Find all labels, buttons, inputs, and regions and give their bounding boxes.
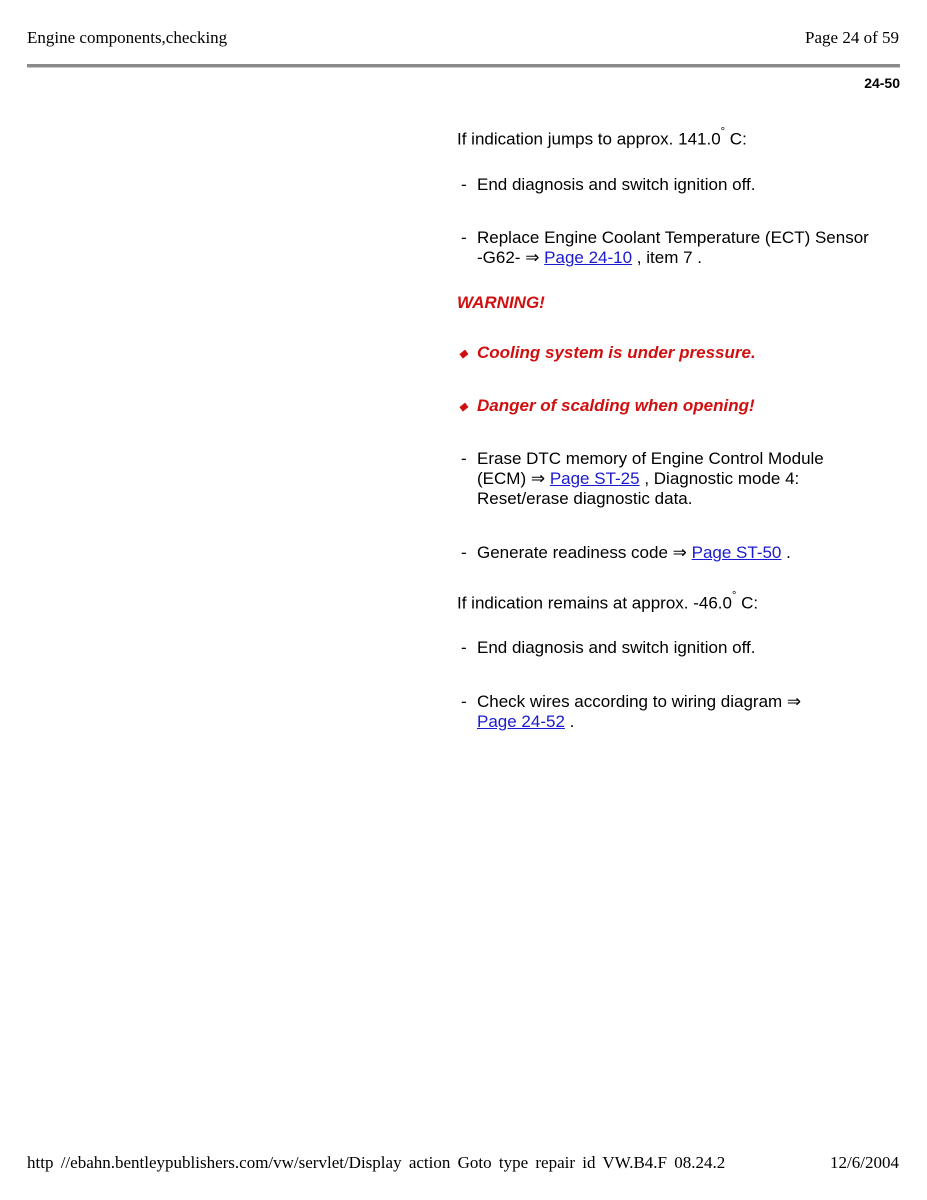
step-check-wires (461, 692, 871, 732)
arrow-icon: ⇒ (786, 692, 802, 711)
step-text: Check wires according to wiring diagram ⇒ Page 24-52 . (477, 692, 802, 731)
arrow-icon: ⇒ (525, 248, 540, 267)
condition-unit: C: (736, 593, 759, 613)
footer-url: http //ebahn.bentleypublishers.com/vw/servlet/Display action Goto type repair id VW.B4.F 08.24.2 (27, 1153, 726, 1172)
header-divider (27, 64, 900, 68)
footer-date: 12/6/2004 (830, 1153, 899, 1172)
warning-bullet-pressure (459, 343, 869, 363)
step-replace-sensor (461, 228, 871, 268)
step-erase-dtc (461, 449, 871, 509)
step-dash: - (461, 692, 467, 711)
step-text: End diagnosis and switch ignition off. (477, 638, 756, 657)
warning-title: WARNING! (457, 293, 545, 312)
document-title: Engine components,checking (27, 28, 228, 47)
condition-text: If indication jumps to approx. 141.0 (457, 129, 721, 149)
page-indicator: Page 24 of 59 (805, 28, 899, 47)
link-page-24-52[interactable]: Page 24-52 (477, 712, 565, 731)
step-dash: - (461, 449, 467, 468)
condition-high-temp (457, 125, 747, 150)
warning-bullet-scalding (459, 396, 869, 416)
link-page-24-10[interactable]: Page 24-10 (544, 248, 633, 267)
warning-text: Danger of scalding when opening! (477, 396, 755, 415)
link-page-st-50[interactable]: Page ST-50 (691, 543, 782, 562)
step-text: End diagnosis and switch ignition off. (477, 175, 756, 194)
step-text: Replace Engine Coolant Temperature (ECT) Sensor -G62- ⇒ Page 24-10 , item 7 . (477, 228, 869, 267)
warning-text: Cooling system is under pressure. (477, 343, 756, 362)
step-end-diagnosis-1 (461, 175, 871, 195)
step-end-diagnosis-2 (461, 638, 871, 658)
section-number: 24-50 (864, 75, 900, 91)
step-dash: - (461, 228, 467, 247)
step-text: Erase DTC memory of Engine Control Module (ECM) ⇒ Page ST-25 , Diagnostic mode 4: Reset/erase diagnostic data. (477, 449, 824, 508)
condition-low-temp (457, 589, 758, 614)
step-dash: - (461, 543, 467, 562)
diamond-bullet-icon: ◆ (459, 348, 468, 360)
diamond-bullet-icon: ◆ (459, 401, 468, 413)
step-dash: - (461, 638, 467, 657)
degree-symbol: ° (731, 590, 737, 602)
step-readiness-code (461, 543, 871, 563)
degree-symbol: ° (720, 126, 726, 138)
arrow-icon: ⇒ (672, 543, 687, 562)
step-text: Generate readiness code ⇒ Page ST-50 . (477, 543, 791, 562)
condition-unit: C: (725, 129, 747, 149)
step-dash: - (461, 175, 467, 194)
condition-text: If indication remains at approx. -46.0 (457, 593, 732, 613)
arrow-icon: ⇒ (530, 469, 546, 488)
link-page-st-25[interactable]: Page ST-25 (549, 469, 640, 488)
